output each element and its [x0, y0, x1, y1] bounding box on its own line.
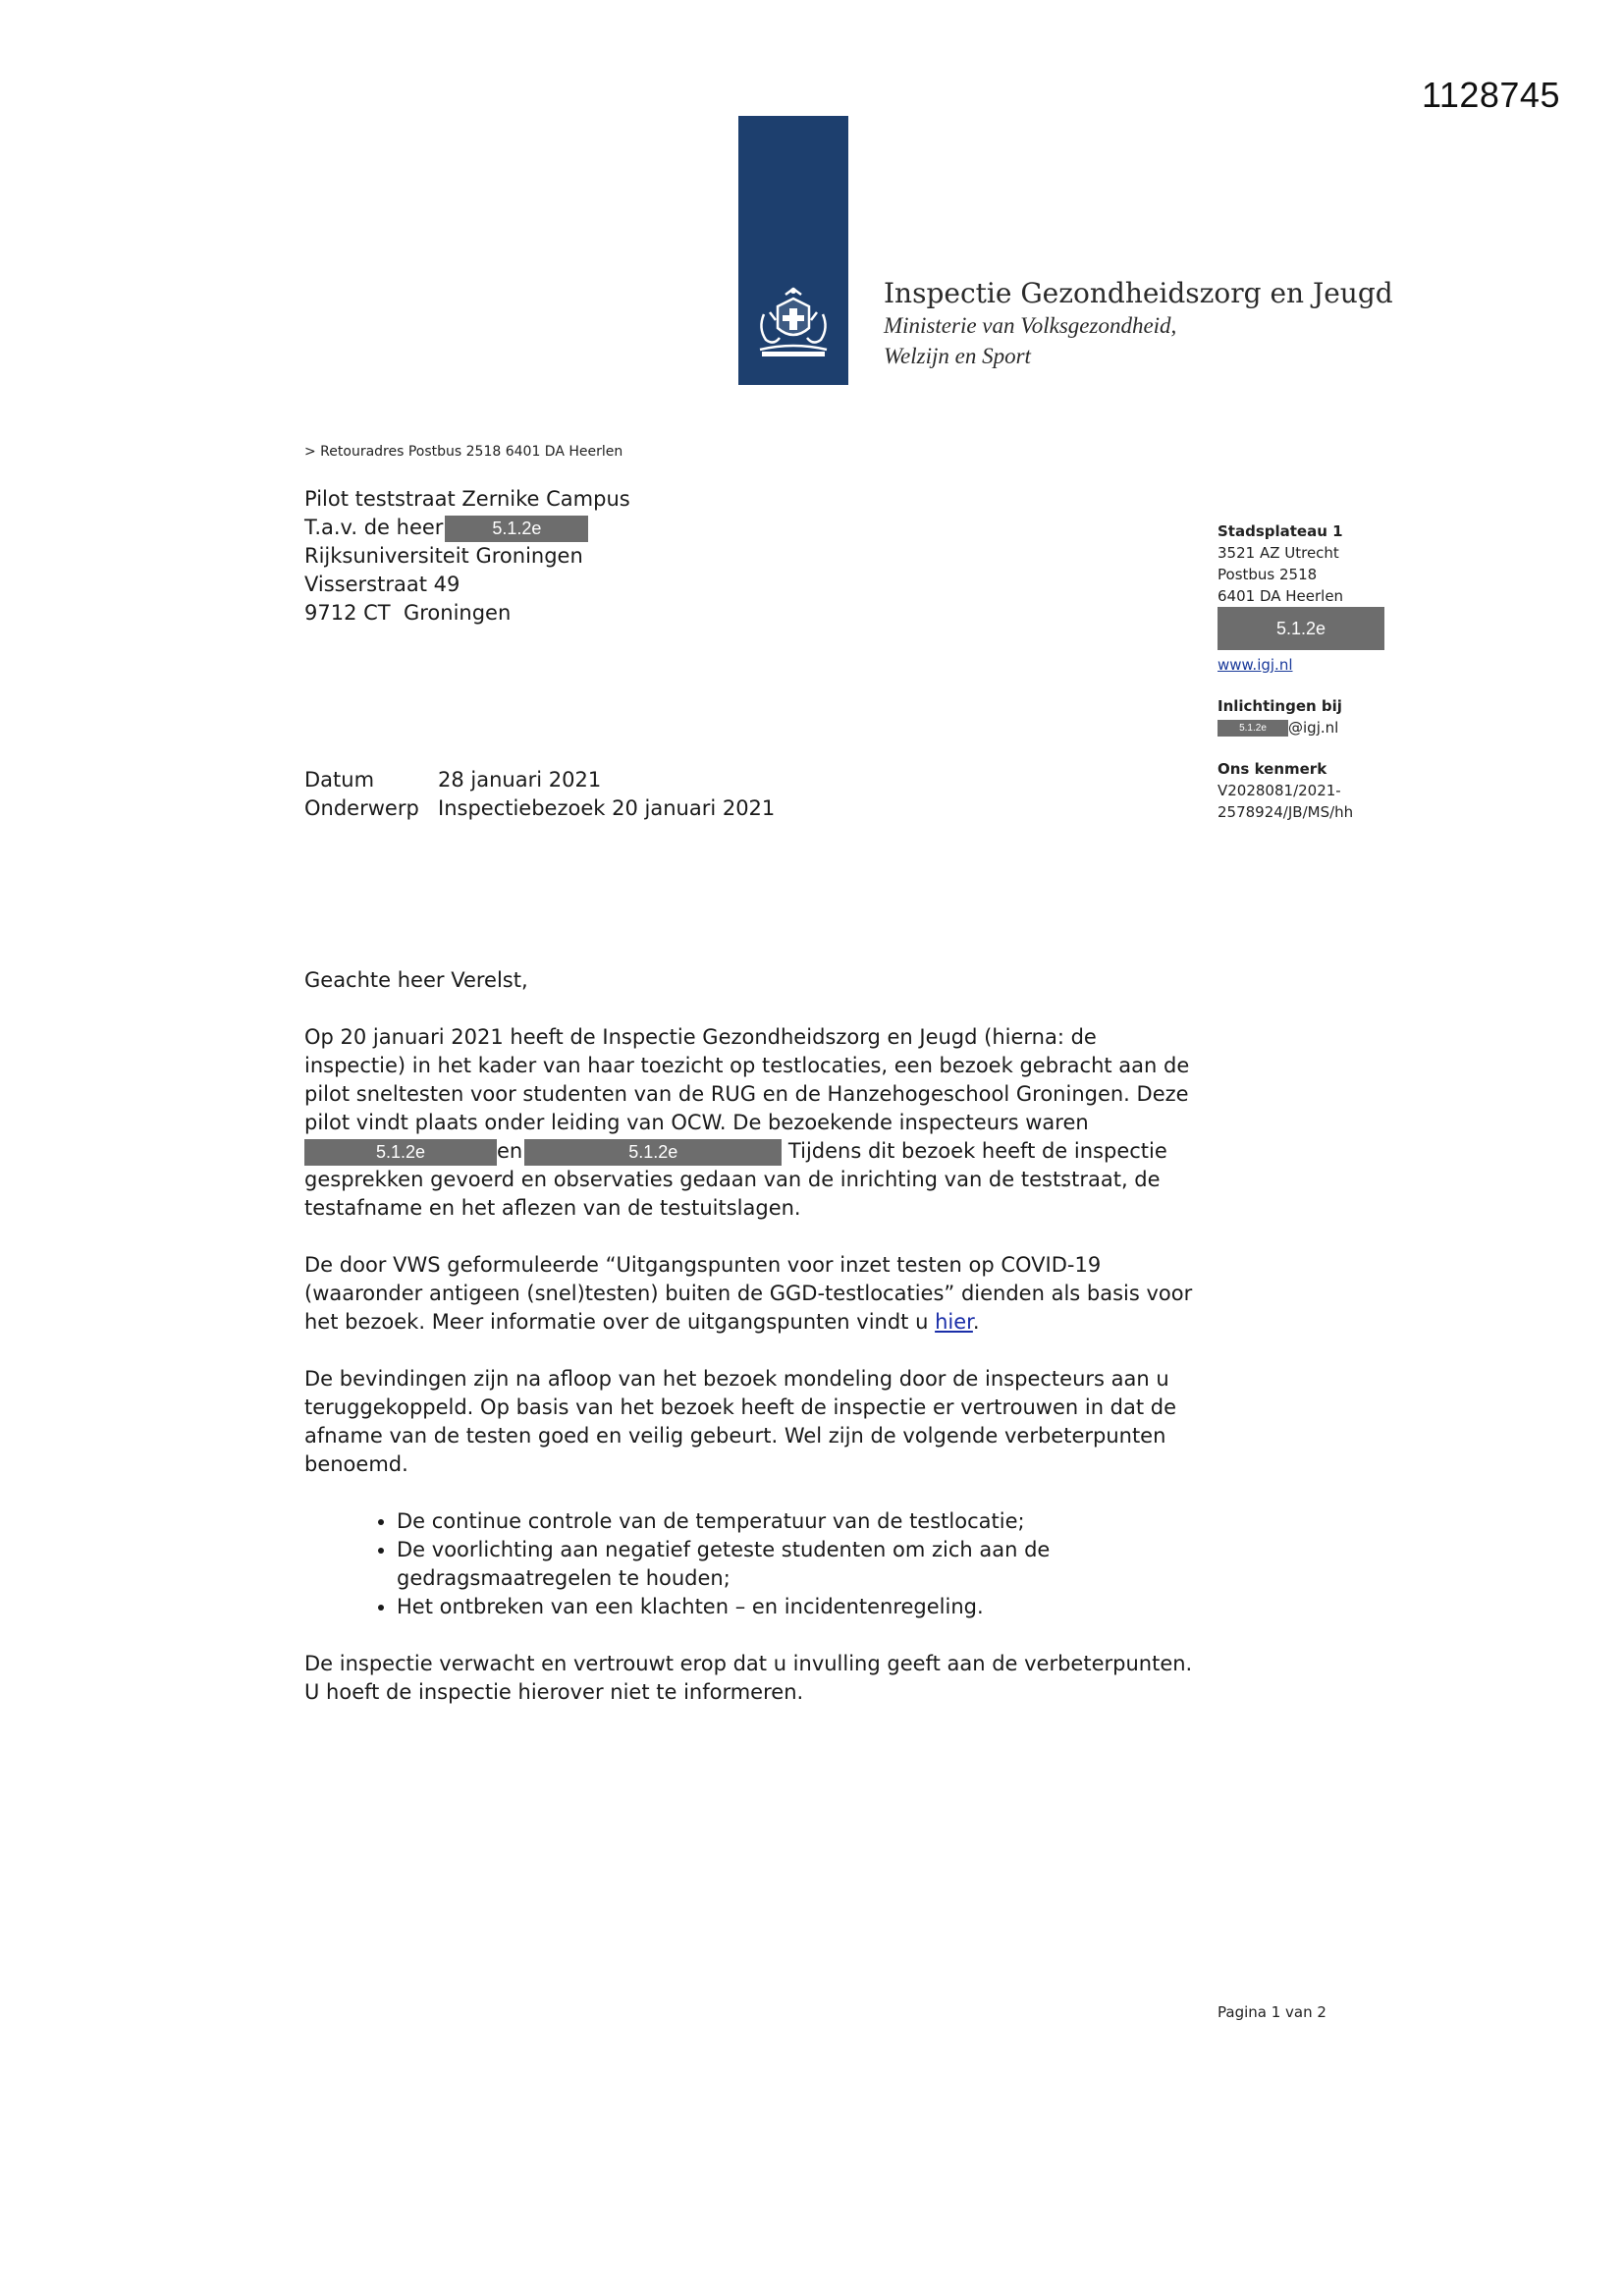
paragraph-1: [304, 1023, 1198, 1223]
kenmerk-line-1: V2028081/2021-: [1218, 782, 1341, 799]
paragraph-1-and: en: [497, 1139, 523, 1163]
recipient-address: [304, 485, 630, 628]
sidebar-city: 3521 AZ Utrecht: [1218, 544, 1339, 562]
sidebar-street: Stadsplateau 1: [1218, 522, 1343, 540]
paragraph-1-tail: Tijdens dit bezoek heeft de inspectie gesprekken gevoerd en observaties gedaan van de inrichting van de teststraat, de testafname en het aflezen van de testuitslagen.: [304, 1139, 1167, 1220]
recipient-line-5: 9712 CT Groningen: [304, 601, 512, 625]
paragraph-3: De bevindingen zijn na afloop van het bezoek mondeling door de inspecteurs aan u teruggekoppeld. Op basis van het bezoek heeft de inspectie er vertrouwen in dat de afname van de testen goed en veilig gebeurt. Wel zijn de volgende verbeterpunten benoemd.: [304, 1367, 1177, 1476]
onderwerp-row: [304, 794, 775, 823]
sidebar-postbus: Postbus 2518: [1218, 566, 1318, 583]
crest-icon: [750, 285, 837, 359]
return-address: > Retouradres Postbus 2518 6401 DA Heerlen: [304, 444, 623, 460]
sender-sidebar: [1218, 520, 1394, 823]
recipient-line-3: Rijksuniversiteit Groningen: [304, 544, 583, 568]
paragraph-4: De inspectie verwacht en vertrouwt erop dat u invulling geeft aan de verbeterpunten. U hoeft de inspectie hierover niet te informeren.: [304, 1652, 1193, 1704]
recipient-line-2: [304, 514, 630, 542]
organization-name: Inspectie Gezondheidszorg en Jeugd: [884, 277, 1393, 309]
ministry-line-1: Ministerie van Volksgezondheid,: [884, 313, 1177, 338]
recipient-line-4: Visserstraat 49: [304, 573, 460, 596]
letter-body: [304, 966, 1198, 1735]
datum-value: 28 januari 2021: [438, 768, 602, 792]
paragraph-2: [304, 1251, 1198, 1337]
website-link[interactable]: www.igj.nl: [1218, 656, 1293, 674]
kenmerk-line-2: 2578924/JB/MS/hh: [1218, 803, 1354, 821]
datum-label: Datum: [304, 768, 375, 792]
ministry-name: [884, 310, 1176, 371]
hier-link[interactable]: hier: [935, 1310, 973, 1334]
recipient-line-1: Pilot teststraat Zernike Campus: [304, 487, 630, 511]
document-number: 1128745: [1422, 75, 1560, 115]
onderwerp-label: Onderwerp: [304, 796, 419, 820]
ministry-line-2: Welzijn en Sport: [884, 344, 1031, 368]
email-domain: @igj.nl: [1288, 719, 1339, 737]
paragraph-2-end: .: [972, 1310, 980, 1334]
list-item: • De continue controle van de temperatuur van de testlocatie;: [397, 1507, 1198, 1536]
sidebar-redaction: 5.1.2e: [1218, 607, 1384, 650]
email-redaction: 5.1.2e: [1218, 720, 1288, 737]
inspector-redaction-2: 5.1.2e: [524, 1139, 782, 1166]
onderwerp-value: Inspectiebezoek 20 januari 2021: [438, 796, 776, 820]
inlichtingen-label: Inlichtingen bij: [1218, 697, 1342, 715]
paragraph-2-text: De door VWS geformuleerde “Uitgangspunten voor inzet testen op COVID-19 (waaronder antigeen (snel)testen) buiten de GGD-testlocaties” dienden als basis voor het bezoek. Meer informatie over de uitgangspunten vindt u: [304, 1253, 1193, 1334]
inspector-redaction-1: 5.1.2e: [304, 1139, 497, 1166]
contact-email: [1218, 717, 1394, 738]
recipient-title: T.a.v. de heer: [304, 516, 444, 539]
paragraph-1-text: Op 20 januari 2021 heeft de Inspectie Gezondheidszorg en Jeugd (hierna: de inspectie) in het kader van haar toezicht op testlocaties, een bezoek gebracht aan de pilot sneltesten voor studenten van de RUG en de Hanzehogeschool Groningen. Deze pilot vindt plaats onder leiding van OCW. De bezoekende inspecteurs waren: [304, 1025, 1190, 1134]
list-item: • De voorlichting aan negatief geteste studenten om zich aan de gedragsmaatregelen te houden;: [397, 1536, 1198, 1593]
page-number: Pagina 1 van 2: [1218, 2003, 1326, 2021]
kenmerk-label: Ons kenmerk: [1218, 760, 1327, 778]
improvement-list: [304, 1507, 1198, 1621]
redaction-box: 5.1.2e: [445, 516, 588, 542]
sidebar-postcity: 6401 DA Heerlen: [1218, 587, 1344, 605]
datum-row: [304, 766, 775, 794]
logo-bar: [738, 116, 848, 385]
list-item: • Het ontbreken van een klachten – en incidentenregeling.: [397, 1593, 1198, 1621]
salutation: Geachte heer Verelst,: [304, 968, 528, 992]
letter-meta: [304, 766, 775, 823]
